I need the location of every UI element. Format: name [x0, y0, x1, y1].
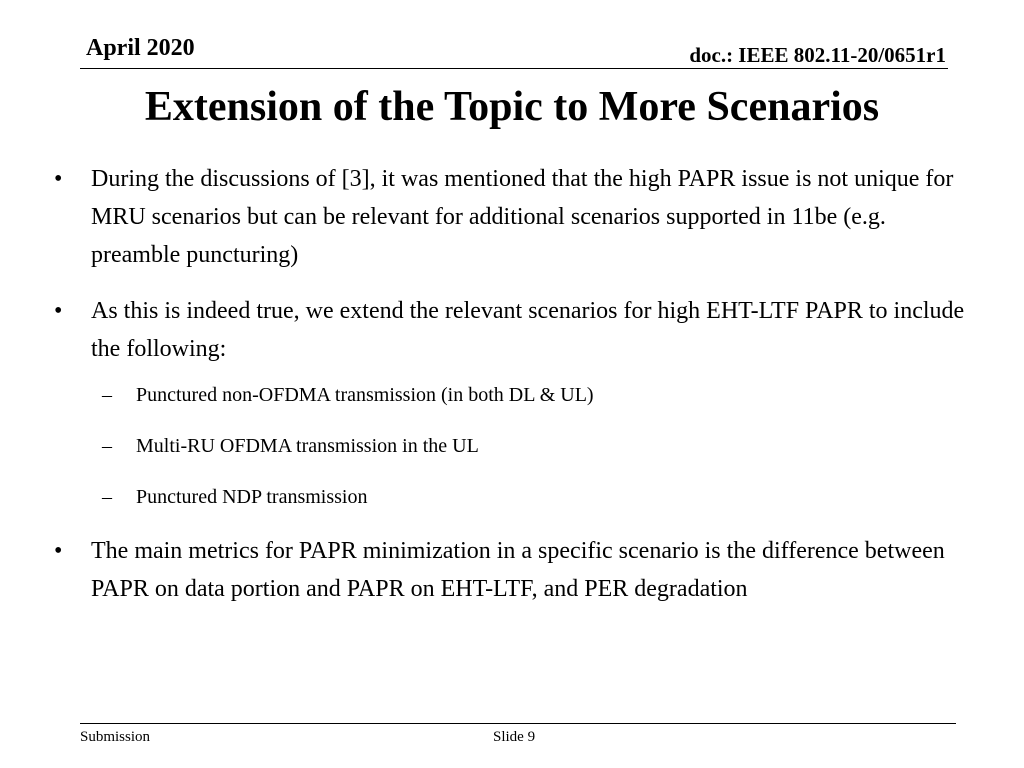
sub-bullet-marker: –	[102, 384, 112, 406]
sub-bullet-text: Punctured non-OFDMA transmission (in both DL & UL)	[136, 384, 594, 406]
sub-bullet-item	[102, 382, 956, 408]
slide-content	[0, 160, 1024, 608]
sub-bullet-text: Multi-RU OFDMA transmission in the UL	[136, 435, 479, 457]
bullet-marker: •	[54, 166, 63, 192]
bullet-item	[54, 160, 973, 274]
bullet-marker: •	[54, 538, 63, 564]
footer-slide-number: Slide 9	[493, 729, 536, 745]
bullet-item	[54, 532, 973, 608]
bullet-marker: •	[54, 298, 63, 324]
sub-bullet-item	[102, 433, 956, 459]
bullet-text: During the discussions of [3], it was mentioned that the high PAPR issue is not unique for MRU scenarios but can be relevant for additional scenarios supported in 11be (e.g. preamble puncturing)	[91, 166, 954, 268]
bullet-text: The main metrics for PAPR minimization in a specific scenario is the difference between PAPR on data portion and PAPR on EHT-LTF, and PER degradation	[91, 538, 945, 602]
header-divider	[80, 68, 948, 69]
sub-bullet-item	[102, 484, 956, 510]
footer-divider	[80, 723, 956, 724]
sub-bullet-marker: –	[102, 486, 112, 508]
sub-bullet-marker: –	[102, 435, 112, 457]
bullet-text: As this is indeed true, we extend the relevant scenarios for high EHT-LTF PAPR to include the following:	[91, 298, 965, 362]
slide-title: Extension of the Topic to More Scenarios	[144, 84, 880, 130]
header-doc-id: doc.: IEEE 802.11-20/0651r1	[689, 43, 946, 67]
footer-submission: Submission	[80, 729, 151, 745]
header-date: April 2020	[86, 35, 195, 61]
sub-bullet-text: Punctured NDP transmission	[136, 486, 368, 508]
bullet-item	[54, 292, 973, 368]
